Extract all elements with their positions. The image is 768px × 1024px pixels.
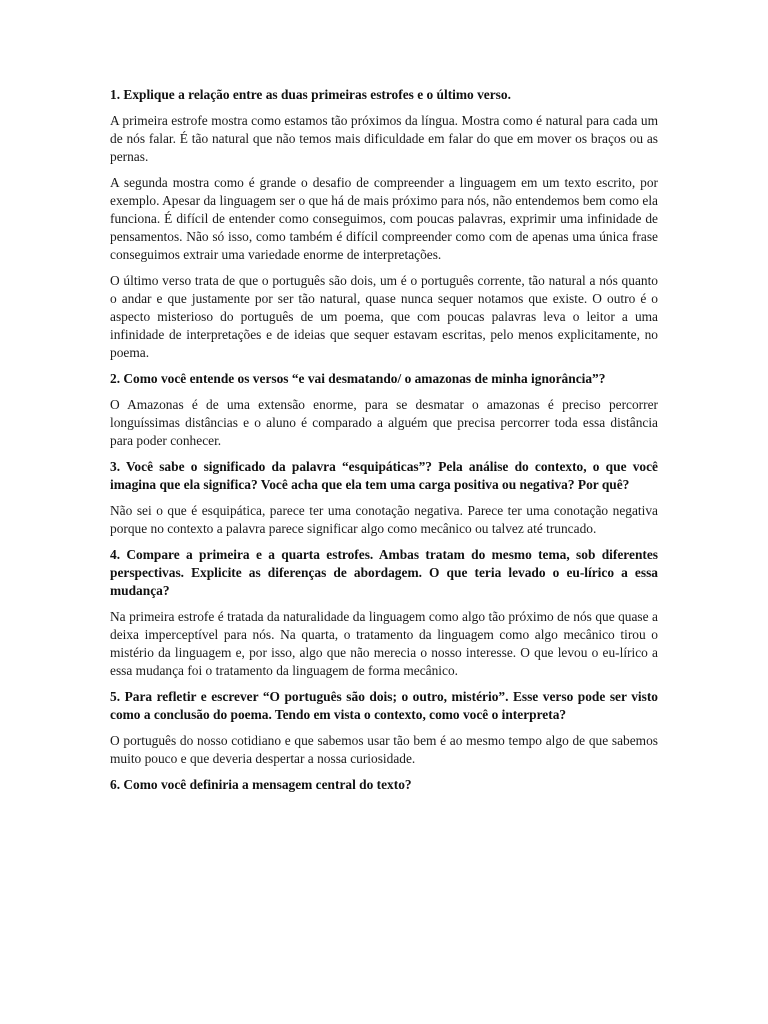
question-4: 4. Compare a primeira e a quarta estrofes. Ambas tratam do mesmo tema, sob diferentes perspectivas. Explicite as diferenças de abordagem. O que teria levado o eu-lírico a essa mudança? [110,547,658,598]
answer-paragraph: O Amazonas é de uma extensão enorme, para se desmatar o amazonas é preciso percorrer longuíssimas distâncias e o aluno é comparado a alguém que precisa percorrer toda essa distância para poder conhecer. [110,397,658,448]
answer-paragraph: O último verso trata de que o português são dois, um é o português corrente, tão natural a nós quanto o andar e que justamente por ser tão natural, quase nunca sequer notamos que existe. O outro é o aspecto misterioso do português de um poema, que com poucas palavras leva o leitor a uma infinidade de interpretações e de ideias que sequer estavam escritas, pelo menos explicitamente, no poema. [110,273,658,360]
answer-paragraph: O português do nosso cotidiano e que sabemos usar tão bem é ao mesmo tempo algo de que sabemos muito pouco e que deveria despertar a nossa curiosidade. [110,733,658,766]
question-block-5 [110,688,658,768]
answer-group-4 [110,608,658,680]
question-3: 3. Você sabe o significado da palavra “esquipáticas”? Pela análise do contexto, o que você imagina que ela significa? Você acha que ela tem uma carga positiva ou negativa? Por quê? [110,459,658,492]
answer-paragraph: A primeira estrofe mostra como estamos tão próximos da língua. Mostra como é natural para cada um de nós falar. É tão natural que não temos mais dificuldade em falar do que em mover os braços ou as pernas. [110,113,658,164]
question-2: 2. Como você entende os versos “e vai desmatando/ o amazonas de minha ignorância”? [110,371,606,386]
question-block-4 [110,546,658,680]
answer-group-3 [110,502,658,538]
answer-group-1 [110,112,658,362]
question-block-2 [110,370,658,450]
answer-group-5 [110,732,658,768]
answer-paragraph: A segunda mostra como é grande o desafio de compreender a linguagem em um texto escrito, por exemplo. Apesar da linguagem ser o que há de mais próximo para nós, não entendemos bem como ela funciona. É difícil de entender como conseguimos, com poucas palavras, exprimir uma infinidade de pensamentos. Não só isso, como também é difícil compreender como com de apenas uma única frase conseguimos extrair uma variedade enorme de interpretações. [110,175,658,262]
answer-paragraph: Não sei o que é esquipática, parece ter uma conotação negativa. Parece ter uma conotação negativa porque no contexto a palavra parece significar algo como mecânico ou talvez até truncado. [110,503,658,536]
answer-group-2 [110,396,658,450]
question-block-6 [110,776,658,794]
question-5: 5. Para refletir e escrever “O português são dois; o outro, mistério”. Esse verso pode ser visto como a conclusão do poema. Tendo em vista o contexto, como você o interpreta? [110,689,658,722]
question-6: 6. Como você definiria a mensagem central do texto? [110,777,412,792]
question-block-1 [110,86,658,362]
question-block-3 [110,458,658,538]
answer-paragraph: Na primeira estrofe é tratada da naturalidade da linguagem como algo tão próximo de nós que quase a deixa imperceptível para nós. Na quarta, o tratamento da linguagem como algo mecânico tirou o mistério da linguagem e, por isso, algo que não merecia o nosso interesse. O que levou o eu-lírico a essa mudança foi o tratamento da linguagem de forma mecânico. [110,609,658,678]
question-1: 1. Explique a relação entre as duas primeiras estrofes e o último verso. [110,87,511,102]
